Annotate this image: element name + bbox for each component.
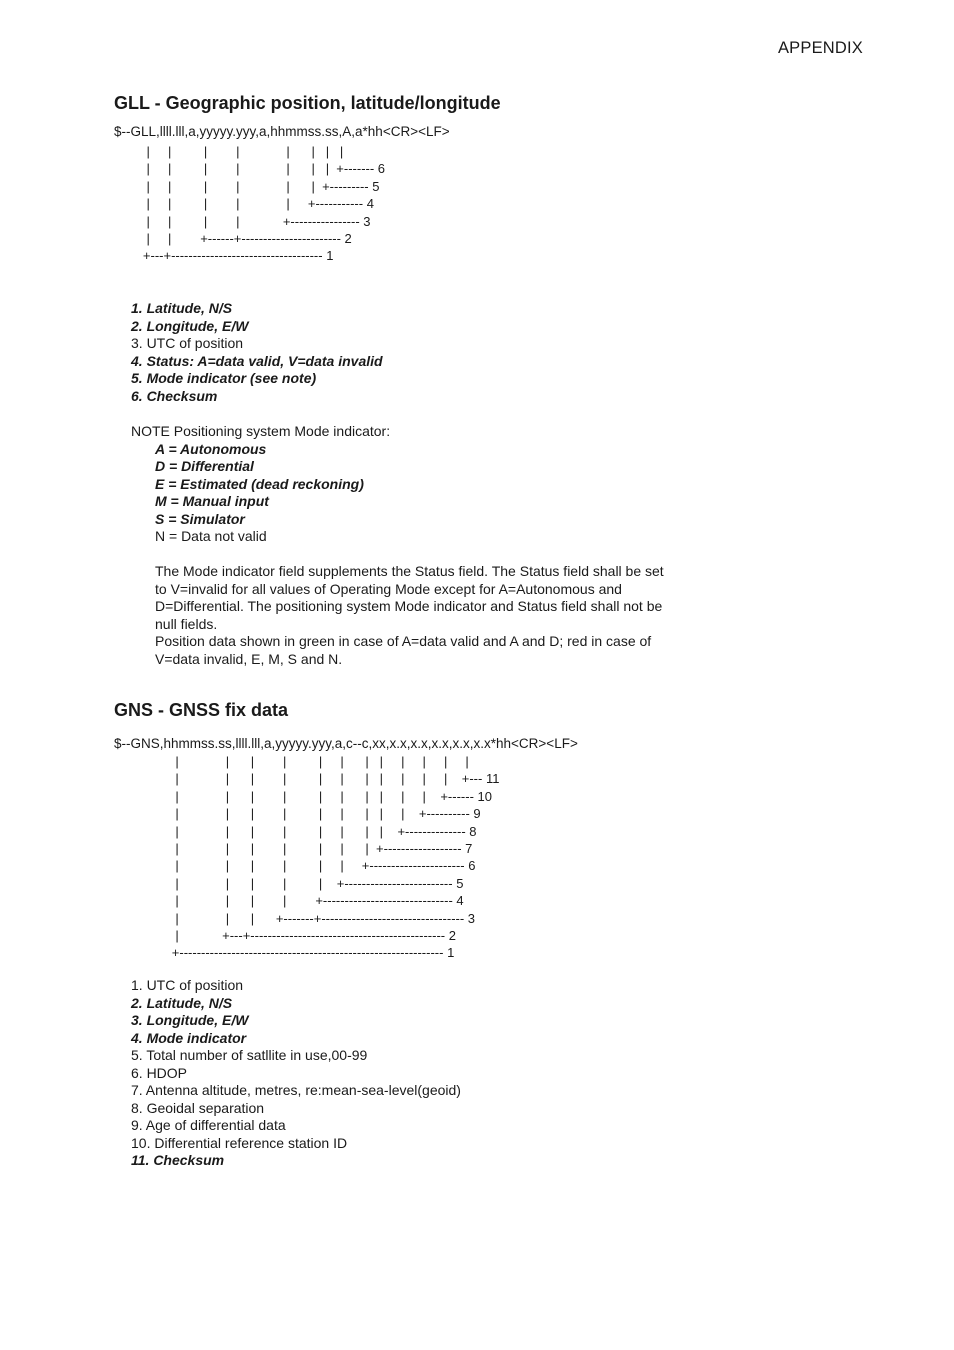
list-item: 1. Latitude, N/S (131, 300, 233, 316)
list-item: 4. Status: A=data valid, V=data invalid (131, 352, 383, 369)
list-item: 4. Mode indicator (131, 1029, 247, 1046)
gll-section-title: GLL - Geographic position, latitude/longitude (114, 93, 501, 113)
list-item: 1. UTC of position (131, 977, 244, 993)
gll-sentence-format: $--GLL,llll.lll,a,yyyyy.yyy,a,hhmmss.ss,A,a*hh<CR><LF> (114, 124, 450, 139)
note-paragraphs (155, 563, 665, 668)
gns-field-diagram: | | | | | | | | | | | | | | | | | | | | | | | +--- 11 | | | | | | | | | | +------ 10 | | | | | | | | | +---------- 9 | | | | | | | | +-------------- 8 | | | | | | | +------------------ 7 | | | | | | +---------------------- 6 | | | | | +------------------------- 5 | | | | +------------------------------ 4 | | | +-------+--------------------------------- 3 | +---+--------------------------------------------- 2 +------------------------------------------------------------- 1 (171, 754, 500, 961)
list-item: 11. Checksum (131, 1152, 225, 1168)
gns-sentence-format: $--GNS,hhmmss.ss,llll.lll,a,yyyyy.yyy,a,c--c,xx,x.x,x.x,x.x,x.x,x.x*hh<CR><LF> (114, 736, 578, 751)
note-heading: NOTE Positioning system Mode indicator: (131, 423, 391, 439)
list-item: 3. UTC of position (131, 335, 244, 351)
list-item: 6. HDOP (131, 1064, 188, 1081)
mode-item: A = Autonomous (155, 440, 267, 457)
list-item: 9. Age of differential data (131, 1117, 286, 1133)
gll-field-list (131, 300, 383, 405)
mode-indicator-list (155, 441, 665, 546)
mode-item: D = Differential (155, 458, 254, 474)
list-item: 5. Mode indicator (see note) (131, 370, 317, 386)
note-paragraph-color: Position data shown in green in case of A=data valid and A and D; red in case of V=data invalid, E, M, S and N. (155, 633, 652, 667)
gns-section-title: GNS - GNSS fix data (114, 700, 289, 720)
gns-field-list (131, 977, 461, 1170)
list-item: 7. Antenna altitude, metres, re:mean-sea-level(geoid) (131, 1082, 461, 1098)
note-paragraph-status: The Mode indicator field supplements the Status field. The Status field shall be set to V=invalid for all values of Operating Mode except for A=Autonomous and D=Differential. The positioning system Mode indicator and Status field shall not be null fields. (155, 563, 664, 632)
gll-field-diagram: | | | | | | | | | | | | | | | +------- 6 | | | | | | +--------- 5 | | | | | +----------- 4 | | | | +---------------- 3 | | +------+----------------------- 2 +---+----------------------------------- 1 (142, 144, 386, 264)
list-item: 5. Total number of satllite in use,00-99 (131, 1047, 368, 1063)
list-item: 6. Checksum (131, 387, 218, 404)
appendix-header: APPENDIX (777, 39, 863, 57)
list-item: 3. Longitude, E/W (131, 1012, 249, 1028)
mode-item: M = Manual input (155, 493, 269, 509)
gll-mode-note (131, 423, 665, 668)
mode-item: E = Estimated (dead reckoning) (155, 475, 364, 492)
list-item: 8. Geoidal separation (131, 1099, 265, 1116)
list-item: 10. Differential reference station ID (131, 1134, 348, 1151)
list-item: 2. Longitude, E/W (131, 317, 249, 334)
mode-item: N = Data not valid (155, 528, 267, 544)
list-item: 2. Latitude, N/S (131, 994, 233, 1011)
mode-item: S = Simulator (155, 510, 245, 527)
